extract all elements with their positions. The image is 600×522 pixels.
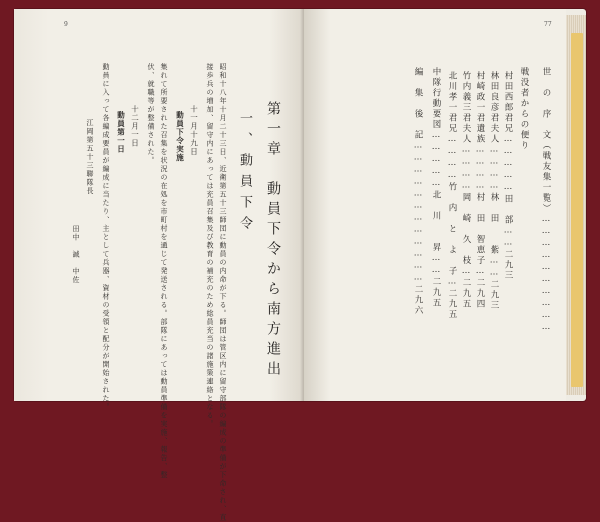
toc-entry: 村崎政一君遺族…………村 田 智恵子…二九四 xyxy=(475,71,485,310)
signature-title: 江岡第五十三聯隊長 xyxy=(86,119,94,196)
body-column-1: 昭和十八年十月二十三日、近衛第五十三師団に動員の内命が下る。師団は管区内に留守部隊の編成の準備が下命され、直 xyxy=(219,63,227,522)
signature-name: 田中 誠 中佐 xyxy=(72,225,80,285)
toc-entry: 編 集 後 記………………………………二九六 xyxy=(413,67,423,316)
toc-entry: 北川孝一君兄…………竹 内 と よ 子…二九五 xyxy=(447,71,457,320)
date-heading-1: 十一月十九日 xyxy=(189,105,199,156)
bookmark-tab xyxy=(571,33,583,387)
toc-entry: 村田西郎君兄……………田 部……二九三 xyxy=(503,71,513,281)
left-page-number: 9 xyxy=(64,21,68,28)
body-column-4: 伏、就職等が整備された。 xyxy=(147,63,155,165)
section-title: 一、動員下令 xyxy=(237,111,252,237)
toc-entry: 戦没者からの便り xyxy=(519,67,529,151)
right-page-number: 77 xyxy=(544,21,552,28)
body-column-2: 接歩兵の増加、留守内にあっては充員召集及び教育の補充のため総員充当の諸施策連絡となる。 xyxy=(206,63,214,429)
toc-entry: 林田良彦君夫人…………林 田 紫……二九三 xyxy=(489,71,499,311)
toc-entry: 中隊行動要図……………北 川 昇……二九五 xyxy=(431,67,441,309)
body-column-5: 動員に入って各編成要員が編成に当たり、主として兵器、資材の受領と配分が開始された。 xyxy=(102,63,110,412)
date-heading-2: 十二月一日 xyxy=(130,105,140,148)
subheading-1: 動員下令実施 xyxy=(175,111,185,162)
open-book xyxy=(14,9,586,522)
body-column-3: 集れて所要された召集を状況の在処を市町村を通じて発送される。部隊にあっては動員準備を実施、報告、整 xyxy=(160,63,168,480)
left-page xyxy=(14,9,304,522)
toc-entry: 世 の 序 文（戦友集一覧）………………………… xyxy=(541,67,551,334)
chapter-title: 第一章 動員下令から南方進出 xyxy=(265,101,281,381)
subheading-2: 動員第一日 xyxy=(116,111,126,154)
toc-entry: 竹内義三君夫人…………岡 崎 久 枝…二九五 xyxy=(461,71,471,310)
right-page xyxy=(304,9,566,401)
